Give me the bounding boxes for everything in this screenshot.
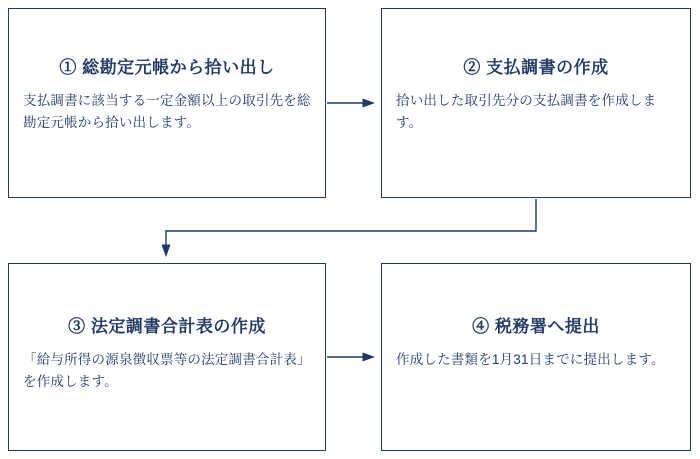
step-box-4 [381, 263, 691, 451]
step-4-body: 作成した書類を1月31日までに提出します。 [396, 351, 665, 367]
step-3-body: 「給与所得の源泉徴収票等の法定調書合計表」を作成します。 [23, 351, 311, 389]
arrow-2-to-3 [166, 199, 536, 255]
step-3-title: ③ 法定調書合計表の作成 [68, 317, 266, 336]
step-box-2 [381, 8, 691, 198]
step-2-body: 拾い出した取引先分の支払調書を作成します。 [396, 92, 657, 130]
step-box-3 [8, 263, 326, 451]
step-box-1 [8, 8, 326, 198]
step-1-body: 支払調書に該当する一定金額以上の取引先を総勘定元帳から拾い出します。 [23, 92, 311, 130]
step-2-title: ② 支払調書の作成 [463, 58, 609, 77]
step-4-title: ④ 税務署へ提出 [472, 317, 600, 336]
step-1-title: ① 総勘定元帳から拾い出し [59, 58, 275, 77]
